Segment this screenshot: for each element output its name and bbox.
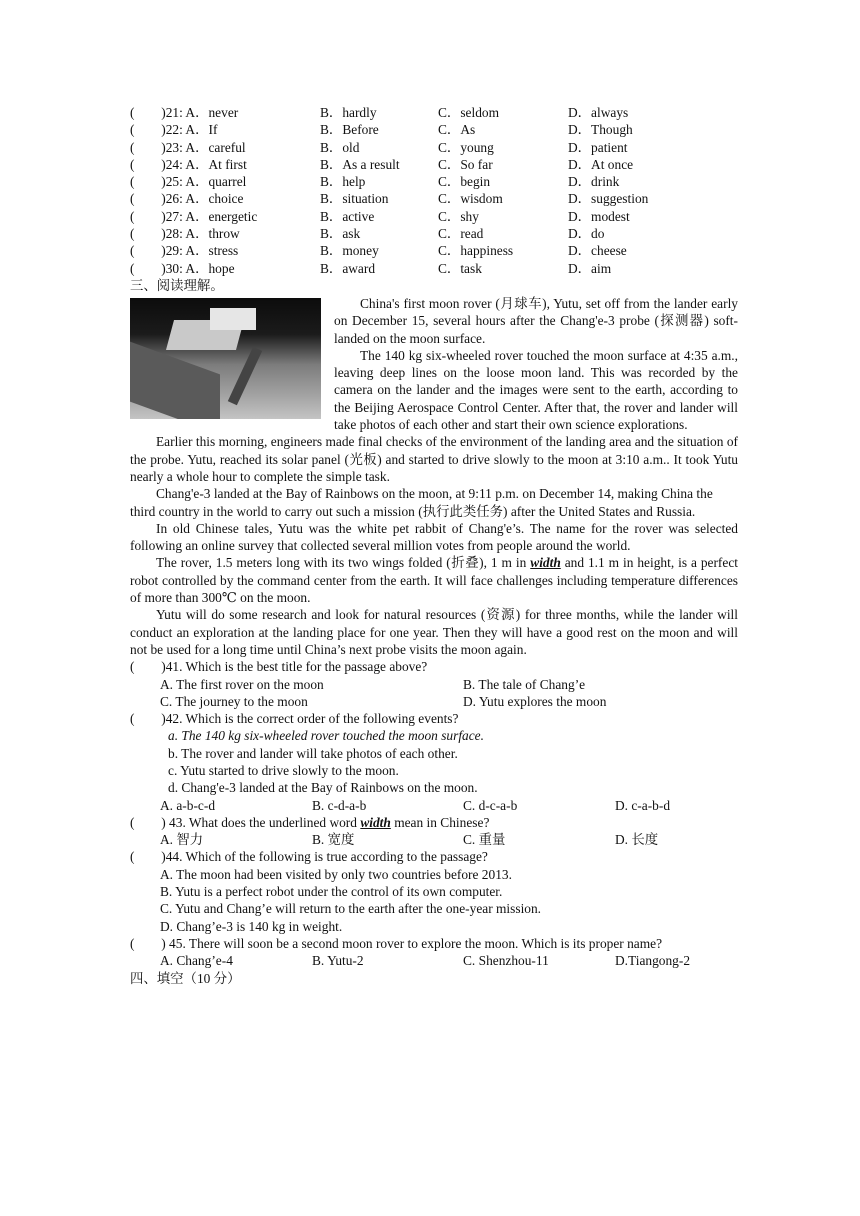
event-item: a. The 140 kg six-wheeled rover touched the moon surface. [168,728,484,744]
option: B. c-d-a-b [312,797,367,813]
mc-row: ( )29: A．stress B．money C．happiness D．cheese [130,243,627,259]
option: C. Shenzhou-11 [463,953,549,969]
section-heading-reading: 三、阅读理解。 [130,277,224,293]
worksheet-page [130,104,738,988]
option: C. d-c-a-b [463,797,518,813]
passage-paragraph: The rover, 1.5 meters long with its two wings folded (折叠), 1 m in width and 1.1 m in height, is a perfect robot controlled by the command center from the earth. It will face challenges including temperature differences of more than 300℃ on the moon. [130,555,739,606]
option: D.Tiangong-2 [615,953,691,969]
mc-row: ( )25: A．quarrel B．help C．begin D．drink [130,174,620,190]
mc-row: ( )23: A．careful B．old C．young D．patient [130,139,628,155]
option: B. The tale of Chang’e [463,676,586,692]
mc-row: ( )27: A．energetic B．active C．shy D．modest [130,208,630,224]
option: D. Yutu explores the moon [463,693,607,709]
option: C. 重量 [463,832,506,848]
question-43: ( ) 43. What does the underlined word width mean in Chinese? A. 智力 B. 宽度 C. 重量 D. 长度 [130,814,659,848]
multiple-choice-list [130,104,738,277]
passage-paragraph: The 140 kg six-wheeled rover touched the moon surface at 4:35 a.m., leaving deep lines on the loose moon land. This was recorded by the camera on the lander and the images were sent to the earth, according to the Beijing Aerospace Control Center. After that, the rover and lander will take photos of each other and start their own science explorations. [334,347,738,433]
question-45: ( ) 45. There will soon be a second moon rover to explore the moon. Which is its proper name? A. Chang’e-4 B. Yutu-2 C. Shenzhou-11 D.Tiangong-2 [130,935,691,969]
option: A. 智力 [160,832,204,848]
event-item: b. The rover and lander will take photos of each other. [168,745,458,761]
question-41: ( )41. Which is the best title for the passage above? A. The first rover on the moon B. The tale of Chang’e C. The journey to the moon D. Yutu explores the moon [130,659,607,709]
passage-paragraph: China's first moon rover (月球车), Yutu, set off from the lander early on December 15, several hours after the Chang'e-3 probe (探测器) soft-landed on the moon surface. [334,295,738,346]
option: A. The first rover on the moon [160,676,324,692]
section-heading-fill-blank: 四、填空（10 分） [130,970,241,986]
passage-paragraph: third country in the world to carry out such a mission (执行此类任务) after the United States and Russia. [130,503,696,519]
mc-row: ( )26: A．choice B．situation C．wisdom D．suggestion [130,191,649,207]
option: D. c-a-b-d [615,797,671,813]
moon-rover-photo [130,298,321,419]
underlined-word: width [360,814,391,830]
option: A. The moon had been visited by only two countries before 2013. [160,866,512,882]
mc-row: ( )24: A．At first B．As a result C．So far D．At once [130,156,634,172]
passage-paragraph: Chang'e-3 landed at the Bay of Rainbows on the moon, at 9:11 p.m. on December 14, making China the [156,486,713,502]
mc-row: ( )30: A．hope B．award C．task D．aim [130,260,612,276]
option: A. Chang’e-4 [160,953,233,969]
question-44: ( )44. Which of the following is true according to the passage? A. The moon had been visited by only two countries before 2013. B. Yutu is a perfect robot under the control of its own computer. C. Yutu and Chang’e will return to the earth after the one-year mission. D. Chang’e-3 is 140 kg in weight. [130,848,738,934]
option: B. Yutu-2 [312,953,364,969]
option: D. Chang’e-3 is 140 kg in weight. [160,918,343,934]
event-item: c. Yutu started to drive slowly to the moon. [168,762,399,778]
reading-passage [130,295,738,658]
option: C. Yutu and Chang’e will return to the earth after the one-year mission. [160,901,542,917]
option: B. Yutu is a perfect robot under the control of its own computer. [160,884,503,900]
passage-paragraph: Earlier this morning, engineers made final checks of the environment of the landing area and the situation of the probe. Yutu, reached its solar panel (光板) and started to drive slowly to the moon at 3:10 a.m.. It took Yutu nearly a whole hour to complete the simple task. [130,434,738,484]
option: A. a-b-c-d [160,797,216,813]
option: C. The journey to the moon [160,693,308,709]
mc-row: ( )21: A．never B．hardly C．seldom D．always [130,105,629,120]
option: D. 长度 [615,832,659,848]
question-42: ( )42. Which is the correct order of the following events? a. The 140 kg six-wheeled rover touched the moon surface. b. The rover and lander will take photos of each other. c. Yutu started to drive slowly to the moon. d. Chang'e-3 landed at the Bay of Rainbows on the moon. A. a-b-c-d B. c-d-a-b C. d-c-a-b D. c-a-b-d [130,710,738,814]
option: B. 宽度 [312,832,355,848]
event-item: d. Chang'e-3 landed at the Bay of Rainbows on the moon. [168,780,478,796]
mc-row: ( )28: A．throw B．ask C．read D．do [130,226,605,242]
underlined-word: width [530,555,561,571]
passage-paragraph: Yutu will do some research and look for natural resources (资源) for three months, while the lander will conduct an exploration at the landing place for one year. Then they will have a good rest on the moon and will not be used for a long time until China’s next probe visits the moon again. [130,607,738,657]
mc-row: ( )22: A．If B．Before C．As D．Though [130,122,633,138]
passage-paragraph: In old Chinese tales, Yutu was the white pet rabbit of Chang'e’s. The name for the rover was selected following an online survey that collected several million votes from people around the world. [130,520,738,554]
